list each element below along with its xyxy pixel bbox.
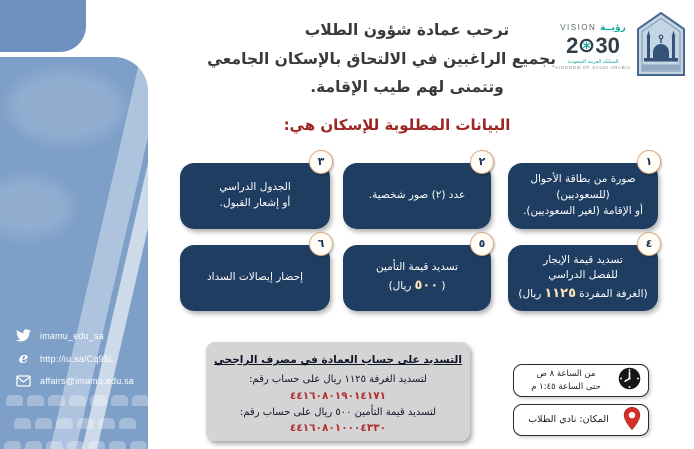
clock-icon bbox=[618, 367, 641, 394]
working-hours-text bbox=[521, 368, 611, 393]
vision-label: VISION رؤيــة bbox=[560, 23, 626, 33]
social-contacts bbox=[15, 329, 145, 396]
auditorium-seats-row bbox=[4, 441, 147, 449]
location-text: المكان: نادي الطلاب bbox=[528, 414, 609, 426]
twitter-handle: imamu_edu_sa bbox=[40, 330, 104, 341]
sidebar bbox=[0, 0, 150, 449]
card-number-badge: ٣ bbox=[309, 150, 333, 174]
card-number-badge: ٤ bbox=[637, 232, 661, 256]
requirement-card-2 bbox=[343, 154, 491, 229]
requirement-card-1 bbox=[508, 154, 658, 229]
auditorium-seats-row bbox=[14, 418, 136, 429]
payment-title: التسديد على حساب العمادة في مصرف الراجحي bbox=[214, 354, 462, 366]
vision-country-ar: المملكة العربية السعودية bbox=[567, 58, 619, 65]
short-link-url: http://iu.sa/Cq95L bbox=[40, 353, 115, 364]
card-line: (للسعوديين) bbox=[556, 189, 610, 202]
vision-year: 2 30 bbox=[566, 33, 620, 59]
time-line-1: من الساعة ٨ ص bbox=[536, 369, 596, 380]
working-hours-box bbox=[513, 364, 649, 397]
welcome-line-1: ترحب عمادة شؤون الطلاب bbox=[304, 21, 510, 39]
palm-emblem-icon bbox=[579, 38, 594, 53]
card-line: عدد (٢) صور شخصية. bbox=[368, 189, 466, 202]
card-number-badge: ٢ bbox=[470, 150, 494, 174]
deposit-amount: ٥٠٠ bbox=[414, 278, 439, 294]
payment-line-1: لتسديد الغرفة ١١٢٥ ريال على حساب رقم: bbox=[249, 374, 427, 386]
card-amount-line: (٥٠٠ريال) bbox=[388, 278, 446, 294]
sidebar-top-corner-shape bbox=[0, 0, 86, 52]
card-line: تسديد قيمة التأمين bbox=[375, 261, 459, 274]
faded-seats-photo bbox=[0, 177, 72, 237]
card-number-badge: ٥ bbox=[470, 232, 494, 256]
twitter-bird-icon bbox=[15, 329, 32, 342]
card-line: صورة من بطاقة الأحوال bbox=[530, 173, 636, 186]
university-logo-icon bbox=[636, 12, 686, 80]
card-amount-line: (الغرفة المفردة١١٢٥ريال) bbox=[518, 286, 648, 301]
short-link[interactable] bbox=[15, 351, 145, 366]
email-link[interactable] bbox=[15, 375, 145, 387]
requirement-card-5 bbox=[343, 236, 491, 311]
card-line: للفصل الدراسي bbox=[548, 269, 618, 282]
location-box bbox=[513, 404, 649, 436]
vision-country-en: KINGDOM OF SAUDI ARABIA bbox=[555, 65, 631, 71]
section-title: البيانات المطلوبة للإسكان هي: bbox=[283, 116, 511, 134]
requirement-card-6 bbox=[180, 236, 330, 311]
card-line: أو الإقامة (لغير السعوديين). bbox=[523, 204, 643, 217]
welcome-message bbox=[207, 16, 556, 102]
card-line: أو إشعار القبول. bbox=[219, 197, 291, 209]
e-link-icon: e bbox=[18, 349, 29, 367]
welcome-line-2: بجميع الراغبين في الالتحاق بالإسكان الجامعي bbox=[207, 49, 556, 68]
requirement-card-4 bbox=[508, 236, 658, 311]
twitter-link[interactable] bbox=[15, 329, 145, 342]
account-number-2: ٤٤١٦٠٨٠١٠٠٠٤٣٣٠ bbox=[289, 422, 387, 435]
card-line: تسديد قيمة الإيجار bbox=[543, 253, 623, 266]
requirement-card-3 bbox=[180, 154, 330, 229]
sidebar-panel bbox=[0, 57, 148, 449]
welcome-line-3: وتتمنى لهم طيب الإقامة. bbox=[310, 78, 504, 97]
email-address: affairs@imamu.edu.sa bbox=[40, 376, 135, 386]
map-pin-icon bbox=[623, 406, 641, 435]
card-line: الجدول الدراسي bbox=[219, 181, 291, 194]
vision-2030-logo bbox=[551, 23, 635, 71]
payment-info-box bbox=[206, 342, 470, 441]
rent-amount: ١١٢٥ bbox=[544, 286, 577, 301]
card-number-badge: ١ bbox=[637, 150, 661, 174]
faded-seats-photo bbox=[8, 71, 124, 143]
envelope-icon bbox=[15, 375, 32, 387]
auditorium-seats-row bbox=[6, 395, 148, 406]
payment-line-2: لتسديد قيمة التأمين ٥٠٠ ريال على حساب رقم: bbox=[239, 406, 437, 418]
time-line-2: حتى الساعة ١:٤٥ م bbox=[531, 381, 601, 392]
card-number-badge: ٦ bbox=[309, 232, 333, 256]
card-line: إحضار إيصالات السداد bbox=[206, 271, 304, 284]
account-number-1: ٤٤١٦٠٨٠١٩٠١٤١٧١ bbox=[289, 389, 387, 402]
